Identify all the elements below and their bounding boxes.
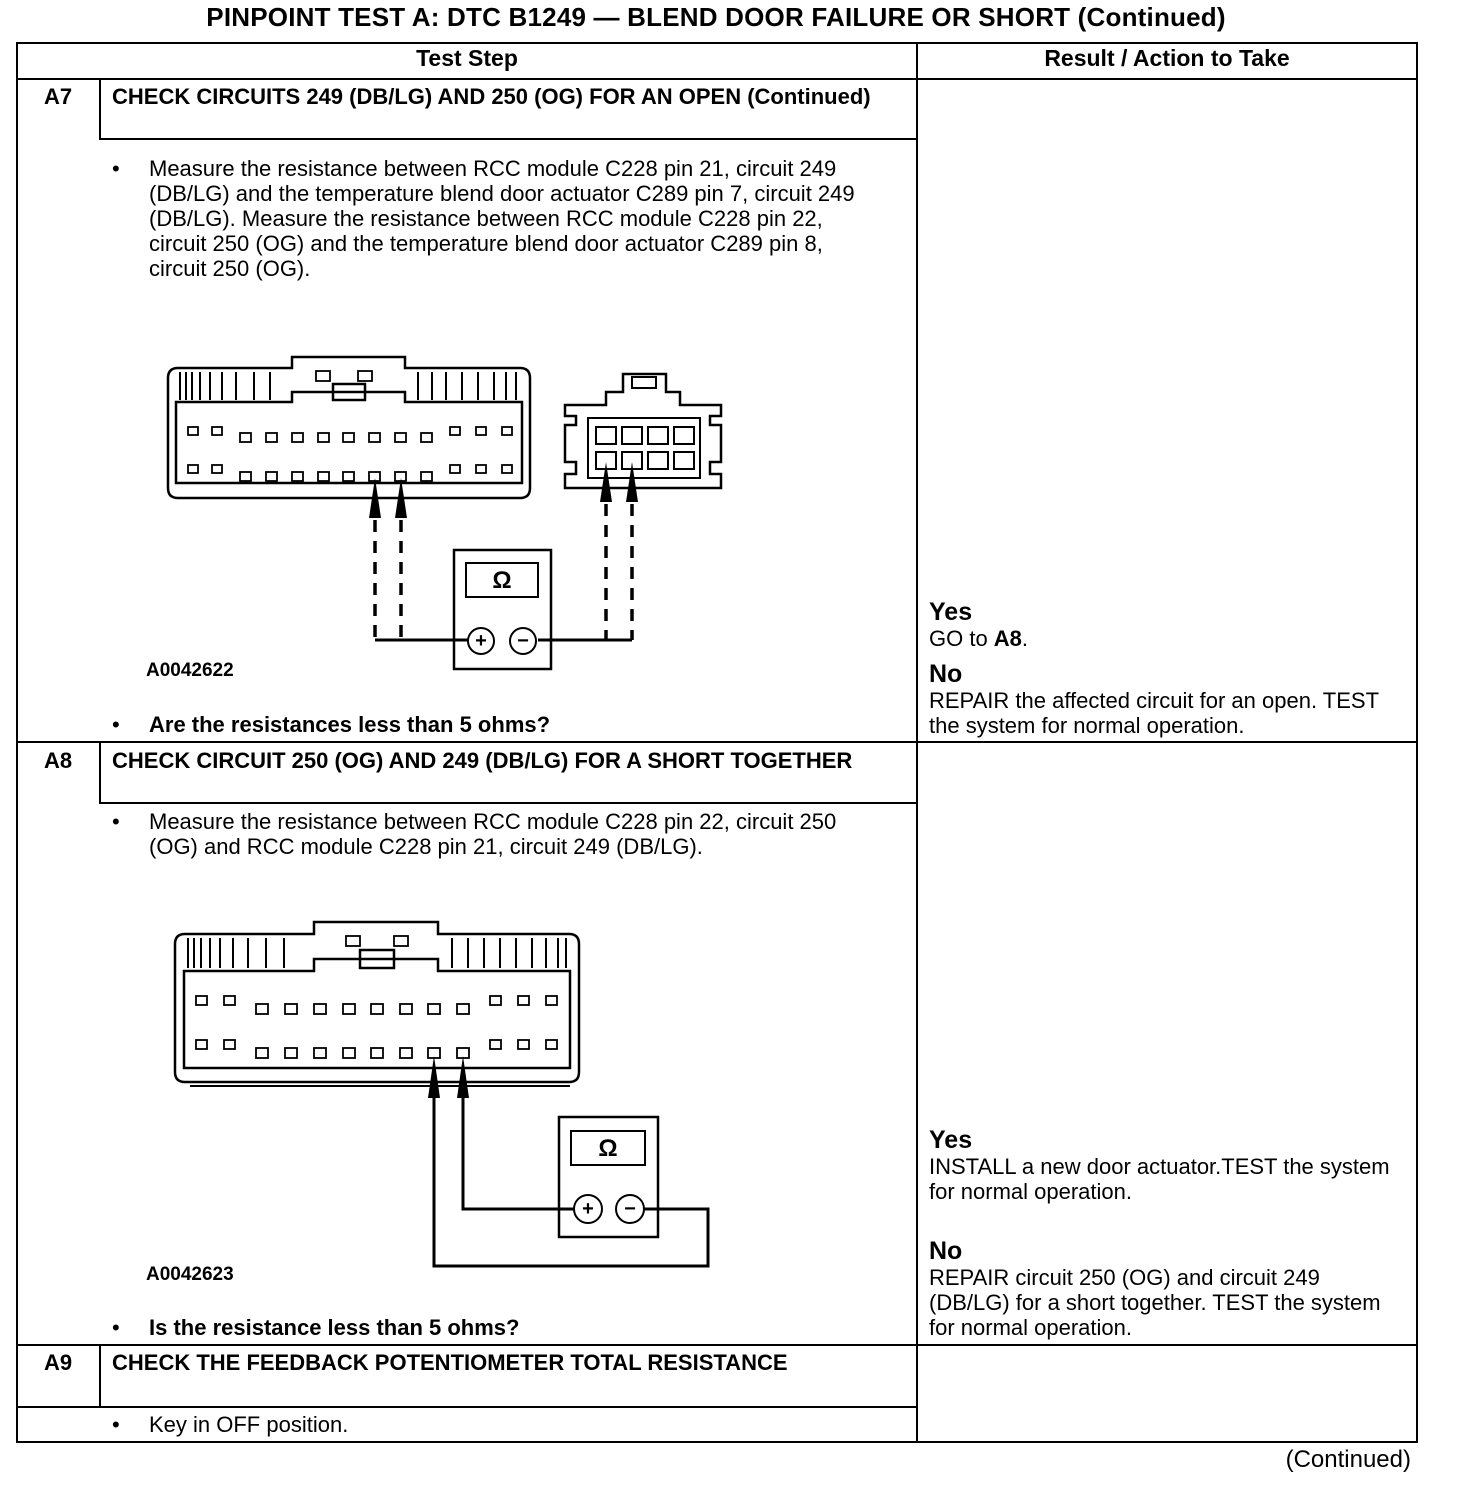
goto-step-link[interactable]: A8 [993,626,1022,651]
plus-terminal: + [582,1198,594,1220]
bullet: • [112,1315,120,1340]
step-question-a7: Are the resistances less than 5 ohms? [149,712,551,737]
no-action: REPAIR circuit 250 (OG) and circuit 249 (DB/LG) for a short together. TEST the system for normal operation. [929,1265,1381,1340]
step-instruction-a9: Key in OFF position. [149,1412,349,1437]
continued-label: (Continued) [1285,1446,1411,1473]
step-instruction-a8: Measure the resistance between RCC module C228 pin 22, circuit 250 (OG) and RCC module C228 pin 21, circuit 249 (DB/LG). [149,809,837,859]
bullet: • [112,156,120,181]
minus-terminal: − [624,1198,636,1220]
yes-label: Yes [929,1126,973,1154]
bullet: • [112,712,120,737]
no-label: No [929,1237,963,1265]
step-id-a8: A8 [43,748,73,773]
step-question-a8: Is the resistance less than 5 ohms? [149,1315,520,1340]
header-test-step: Test Step [416,45,518,71]
page-title: PINPOINT TEST A: DTC B1249 — BLEND DOOR FAILURE OR SHORT (Continued) [206,2,1226,32]
step-title-a7: CHECK CIRCUITS 249 (DB/LG) AND 250 (OG) FOR AN OPEN (Continued) [112,84,871,109]
ohm-symbol: Ω [492,567,512,594]
yes-action: GO to A8. [929,626,1029,651]
figure-id-a8: A0042623 [146,1264,234,1285]
header-result: Result / Action to Take [1044,45,1290,71]
no-label: No [929,660,963,688]
yes-action: INSTALL a new door actuator.TEST the system for normal operation. [929,1154,1390,1204]
minus-terminal: − [517,630,529,652]
step-id-a7: A7 [43,84,73,109]
figure-id-a7: A0042622 [146,660,234,681]
no-action: REPAIR the affected circuit for an open. TEST the system for normal operation. [929,688,1379,738]
result-a8 [929,1126,1404,1340]
bullet: • [112,809,120,834]
step-id-a9: A9 [43,1350,73,1375]
ohm-symbol: Ω [598,1135,618,1162]
plus-terminal: + [475,630,487,652]
step-instruction-a7: Measure the resistance between RCC module C228 pin 21, circuit 249 (DB/LG) and the temperature blend door actuator C289 pin 7, circuit 249 (DB/LG). Measure the resistance between RCC module C228 pin 22, circuit 250 (OG) and the temperature blend door actuator C289 pin 8, circuit 250 (OG). [149,156,855,281]
bullet: • [112,1412,120,1437]
step-title-a9: CHECK THE FEEDBACK POTENTIOMETER TOTAL RESISTANCE [112,1350,788,1375]
step-title-a8: CHECK CIRCUIT 250 (OG) AND 249 (DB/LG) FOR A SHORT TOGETHER [112,748,853,773]
yes-label: Yes [929,598,973,626]
